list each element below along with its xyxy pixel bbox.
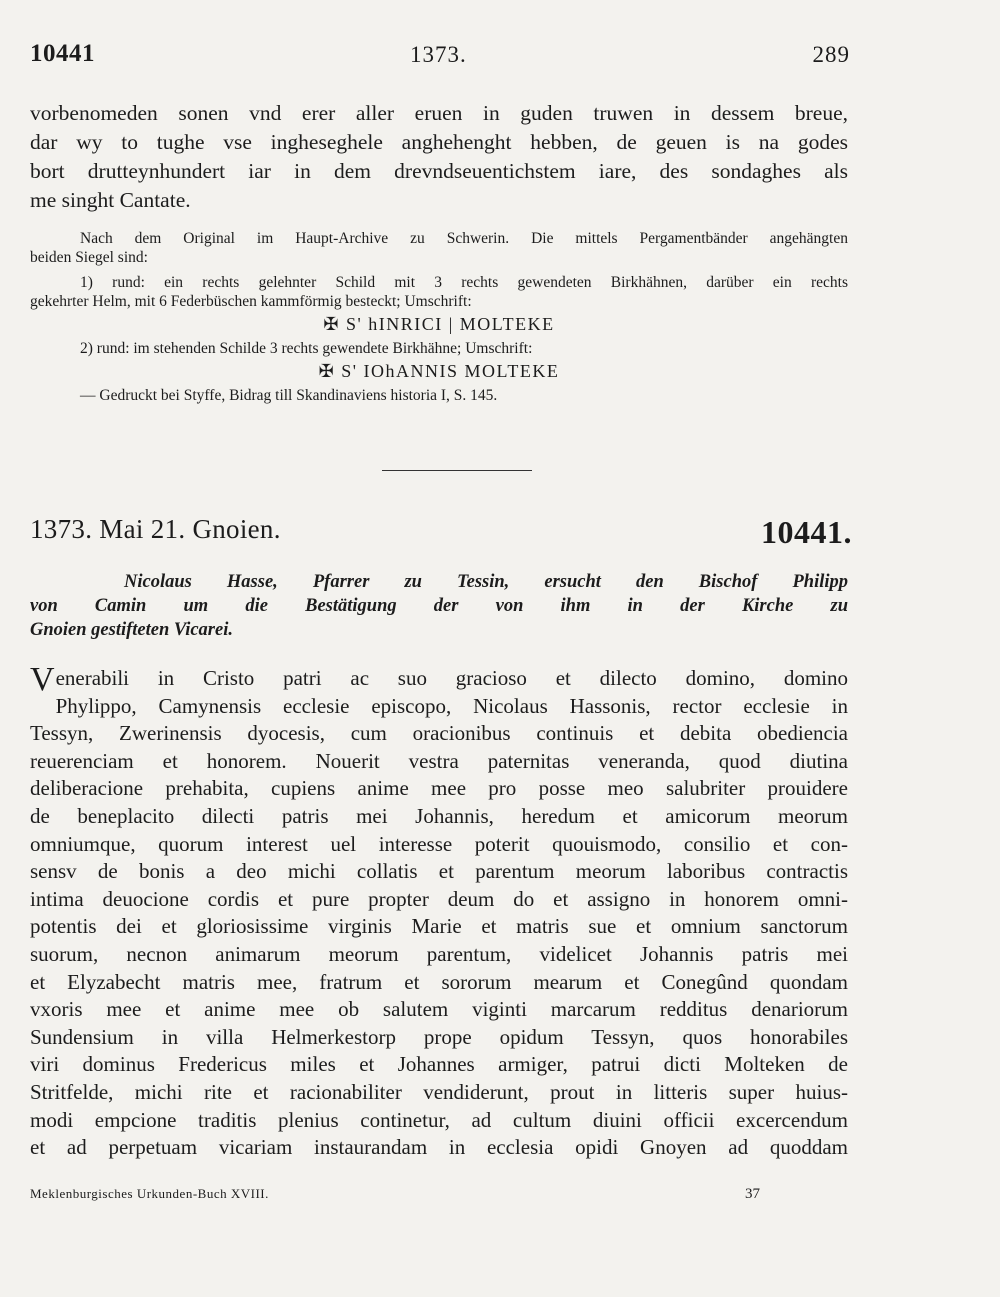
section-divider	[382, 470, 532, 471]
body-line: intima deuocione cordis et pure propter deum do et assigno in honorem omni-	[30, 886, 848, 911]
body-line: Sundensium in villa Helmerkestorp prope opidum Tessyn, quos honorabiles	[30, 1024, 848, 1049]
seal-legend-2: ✠ S' IOhANNIS MOLTEKE	[318, 361, 560, 381]
text-line: dar wy to tughe vse ingheseghele anghehenght hebben, de geuen is na godes	[30, 130, 848, 154]
body-line: reuerenciam et honorem. Nouerit vestra paternitas veneranda, quod diutina	[30, 748, 848, 773]
page-footer	[30, 1186, 848, 1216]
document-date-place: 1373. Mai 21. Gnoien.	[30, 514, 281, 544]
initial-letter: V	[30, 661, 55, 698]
body-line: de beneplacito dilecti patris mei Johannis, heredum et amicorum meorum	[30, 803, 848, 828]
running-head-doc-number: 10441	[30, 40, 95, 67]
document-header	[30, 510, 852, 556]
body-line: sensv de bonis a deo michi collatis et parentum meorum laboribus contractis	[30, 859, 848, 884]
note-line: 2) rund: im stehenden Schilde 3 rechts gewendete Birkhähne; Umschrift:	[80, 340, 533, 357]
document-body	[30, 661, 848, 1162]
printed-reference	[30, 386, 848, 405]
body-line: Tessyn, Zwerinensis dyocesis, cum oracionibus continuis et debita obediencia	[30, 721, 848, 746]
body-line: deliberacione prehabita, cupiens anime mee pro posse meo salubriter prouidere	[30, 776, 848, 801]
summary-line: Nicolaus Hasse, Pfarrer zu Tessin, ersucht den Bischof Philipp	[124, 572, 848, 592]
body-line: Stritfelde, michi rite et racionabiliter vendiderunt, prout in litteris super huius-	[30, 1079, 848, 1104]
body-line: omniumque, quorum interest uel interesse poterit quouismodo, consilio et con-	[30, 831, 848, 856]
seal-description-2	[30, 339, 848, 358]
body-line: et ad perpetuam vicariam instaurandam in ecclesia opidi Gnoyen ad quoddam	[30, 1135, 848, 1160]
note-line: Nach dem Original im Haupt-Archive zu Schwerin. Die mittels Pergamentbänder angehängten	[80, 230, 848, 247]
body-line: modi empcione traditis plenius continetur, ad cultum diuini officii excercendum	[30, 1107, 848, 1132]
seal-legend-1: ✠ S' hINRICI | MOLTEKE	[323, 314, 555, 334]
source-note-intro	[30, 229, 848, 267]
note-line: gekehrter Helm, mit 6 Federbüschen kammförmig besteckt; Umschrift:	[30, 293, 472, 310]
seal-description-1	[30, 273, 848, 311]
body-line: et Elyzabecht matris mee, fratrum et sororum mearum et Conegûnd quondam	[30, 969, 848, 994]
body-line: vxoris mee et anime mee ob salutem viginti marcarum redditus denariorum	[30, 997, 848, 1022]
body-line: Phylippo, Camynensis ecclesie episcopo, Nicolaus Hassonis, rector ecclesie in	[55, 693, 848, 718]
note-line: 1) rund: ein rechts gelehnter Schild mit 3 rechts gewendeten Birkhähnen, darüber ein rechts	[80, 274, 848, 291]
summary-line: von Camin um die Bestätigung der von ihm in der Kirche zu	[30, 596, 848, 616]
document-summary	[30, 570, 848, 642]
page-number: 289	[812, 42, 850, 67]
document-number: 10441.	[761, 514, 852, 550]
source-notes	[30, 229, 848, 405]
summary-line: Gnoien gestifteten Vicarei.	[30, 620, 233, 640]
body-line: potentis dei et gloriosissime virginis Marie et matris sue et omnium sanctorum	[30, 914, 848, 939]
text-line: bort drutteynhundert iar in dem drevndseuentichstem iare, des sondaghes als	[30, 159, 848, 183]
body-line: suorum, necnon animarum meorum parentum, videlicet Johannis patris mei	[30, 941, 848, 966]
note-line: — Gedruckt bei Styffe, Bidrag till Skandinaviens historia I, S. 145.	[80, 387, 498, 404]
previous-document-text	[30, 99, 848, 215]
body-line: enerabili in Cristo patri ac suo gracioso et dilecto domino, domino	[55, 666, 848, 690]
text-line: vorbenomeden sonen vnd erer aller eruen in guden truwen in dessem breue,	[30, 101, 848, 125]
text-line: me singht Cantate.	[30, 188, 191, 212]
book-title: Meklenburgisches Urkunden-Buch XVIII.	[30, 1186, 269, 1201]
signature-mark: 37	[745, 1186, 760, 1202]
running-head-year: 1373.	[410, 42, 467, 67]
body-line: viri dominus Fredericus miles et Johannes armiger, patrui dicti Molteken de	[30, 1052, 848, 1077]
note-line: beiden Siegel sind:	[30, 249, 148, 266]
running-head	[30, 40, 850, 76]
